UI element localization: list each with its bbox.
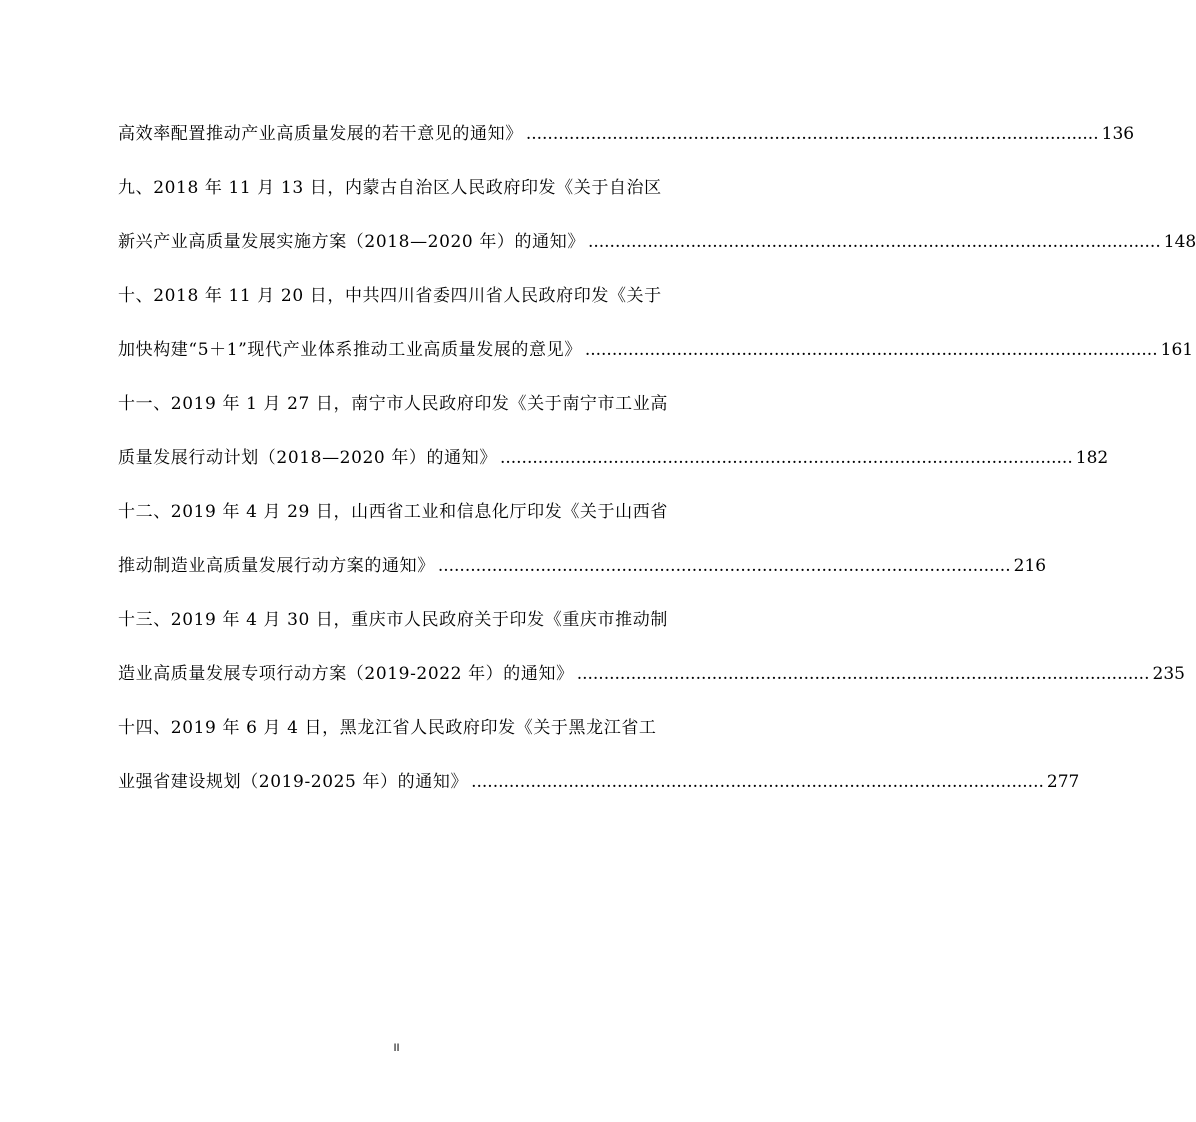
toc-entry-text: 造业高质量发展专项行动方案（2019-2022 年）的通知》 [118,664,574,684]
dot-leader: .......................................................................................................... [499,448,1073,468]
toc-entry-text: 高效率配置推动产业高质量发展的若干意见的通知》 [118,124,523,144]
toc-entry-text: 质量发展行动计划（2018—2020 年）的通知》 [118,448,497,468]
toc-entry-text: 新兴产业高质量发展实施方案（2018—2020 年）的通知》 [118,232,585,252]
toc-entry-line[interactable] [118,553,1047,579]
toc-entry-line[interactable] [118,283,674,309]
dot-leader: .......................................................................................................... [587,232,1161,252]
toc-page-number: 136 [1101,124,1135,144]
toc-entry-line[interactable] [118,175,674,201]
toc-entry-text: 加快构建“5＋1”现代产业体系推动工业高质量发展的意见》 [118,340,582,360]
dot-leader: .......................................................................................................... [437,556,1011,576]
toc-entry-text: 十三、2019 年 4 月 30 日，重庆市人民政府关于印发《重庆市推动制 [118,610,668,630]
toc-page-number: 161 [1160,340,1194,360]
toc-entry-text: 业强省建设规划（2019-2025 年）的通知》 [118,772,469,792]
toc-entry-line[interactable] [118,445,1109,471]
toc-entry-line[interactable] [118,607,674,633]
toc-entry-text: 十四、2019 年 6 月 4 日，黑龙江省人民政府印发《关于黑龙江省工 [118,718,657,738]
toc-entry-line[interactable] [118,499,674,525]
toc-page-number: 182 [1075,448,1109,468]
toc-entry-text: 九、2018 年 11 月 13 日，内蒙古自治区人民政府印发《关于自治区 [118,178,662,198]
toc-entry-text: 十一、2019 年 1 月 27 日，南宁市人民政府印发《关于南宁市工业高 [118,394,668,414]
toc-entry-line[interactable] [118,121,1135,147]
dot-leader: .......................................................................................................... [584,340,1158,360]
toc-page-number: 235 [1152,664,1185,684]
toc-entry-line[interactable] [118,337,1194,363]
toc-entry-line[interactable] [118,391,674,417]
toc-entry-line[interactable] [118,715,674,741]
toc-entry-text: 十、2018 年 11 月 20 日，中共四川省委四川省人民政府印发《关于 [118,286,662,306]
dot-leader: .......................................................................................................... [576,664,1150,684]
toc-entry-line[interactable] [118,661,1185,687]
toc-page-number: 277 [1046,772,1080,792]
toc-entry-line[interactable] [118,229,1196,255]
toc-page-number: 148 [1163,232,1196,252]
page-footer-number: II [393,1042,400,1054]
toc-entry-line[interactable] [118,769,1080,795]
dot-leader: .......................................................................................................... [471,772,1044,792]
toc-entry-text: 十二、2019 年 4 月 29 日，山西省工业和信息化厅印发《关于山西省 [118,502,668,522]
dot-leader: .......................................................................................................... [525,124,1099,144]
toc-entry-text: 推动制造业高质量发展行动方案的通知》 [118,556,435,576]
toc-page-number: 216 [1013,556,1047,576]
